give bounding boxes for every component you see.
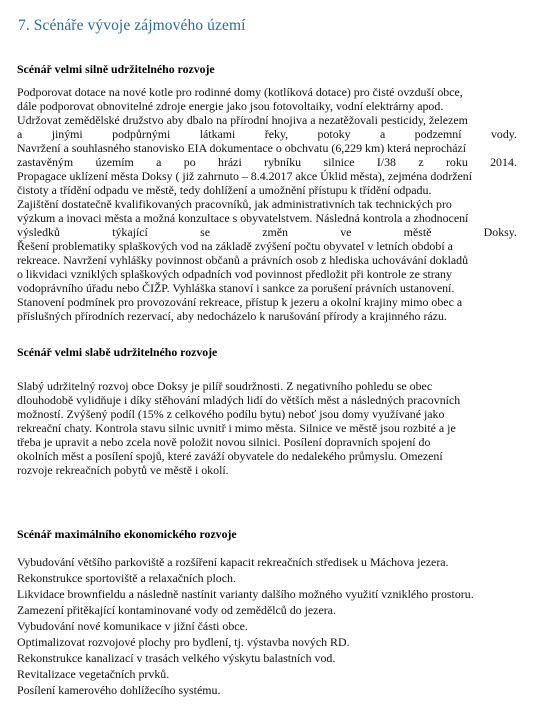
paragraph-line: Zajištění dostatečně kvalifikovaných pracovníků, jak administrativních tak technických pro (17, 197, 452, 211)
chapter-heading: 7. Scénáře vývoje zájmového území (18, 17, 246, 34)
paragraph-line-justified (17, 156, 517, 169)
list-line: Likvidace brownfieldu a následně nastínit varianty dalšího možného využití vzniklého prostoru. (17, 587, 474, 601)
word: řeky, (264, 127, 289, 141)
paragraph-line-justified (17, 128, 517, 141)
paragraph-line: okolních měst a posílení spojů, které zaváží obyvatele do nedalekého průmyslu. Omezení (17, 449, 443, 463)
list-line: Rekonstrukce sportoviště a relaxačních ploch. (17, 571, 236, 585)
paragraph-line-justified (17, 226, 517, 239)
paragraph-line: rekreace. Navržení vyhlášky povinnost občanů a právních osob z hlediska uchovávání dokladů (17, 253, 469, 267)
word: ve (340, 225, 352, 239)
list-line: Vybudování nové komunikace v jižní části obce. (17, 619, 248, 633)
word: a (17, 127, 23, 141)
section-title-strong: Scénář velmi silně udržitelného rozvoje (17, 62, 215, 76)
paragraph-line: Udržovat zemědělské družstvo aby dbalo na přírodní hnojiva a nezatěžovali pesticidy, železem (17, 113, 468, 127)
paragraph-line: Slabý udržitelný rozvoj obce Doksy je pilíř soudržnosti. Z negativního pohledu se obec (17, 379, 433, 393)
paragraph-line: rekreační chaty. Kontrola stavu silnic uvnitř i mimo města. Silnice ve městě jsou rozbité a je (17, 421, 456, 435)
word: zastavěným (17, 155, 74, 169)
paragraph-line: čistoty a třídění odpadu ve městě, tedy dohlížení a umožnění přístupu k třídění odpadu. (17, 183, 432, 197)
word: silnice (323, 155, 355, 169)
paragraph-line: Řešení problematiky splaškových vod na základě zvýšení počtu obyvatel v letních období a (17, 239, 453, 253)
paragraph-line: příslušných přírodních rezervací, aby nedocházelo k narušování přírody a krajinného rázu. (17, 309, 447, 323)
word: a (156, 155, 162, 169)
paragraph-line: dlouhodobě vylidňuje i díky stěhování mladých lidí do větších měst a následných pracovních (17, 393, 461, 407)
list-line: Rekonstrukce kanalizací v trasách velkého výskytu balastních vod. (17, 651, 336, 665)
paragraph-line: výzkum a inovaci města a možná konzultace s obyvatelstvem. Následná kontrola a zhodnocení (17, 211, 469, 225)
paragraph-line: o likvidaci vzniklých splaškových odpadních vod povinnost předložit při kontrole ze strany (17, 267, 452, 281)
word: změn (262, 225, 288, 239)
paragraph-line: vodoprávního úřadu nebo ČIŽP. Vyhláška stanoví i sankce za porušení právních ustanovení. (17, 281, 455, 295)
word: vody. (490, 127, 517, 141)
word: městě (403, 225, 432, 239)
paragraph-line: Stanovení podmínek pro provozování rekreace, přístup k jezeru a okolní krajiny mimo obec a (17, 295, 463, 309)
list-line: Revitalizace vegetačních prvků. (17, 667, 170, 681)
word: se (200, 225, 210, 239)
word: látkami (199, 127, 236, 141)
word: 2014. (490, 155, 517, 169)
word: podzemní (414, 127, 462, 141)
paragraph-line: Propagace uklízení města Doksy ( již zahrnuto – 8.4.2017 akce Úklid města), zejména dodržení (17, 169, 472, 183)
list-line: Posílení kamerového dohlížecího systému. (17, 683, 221, 697)
word: hrázi (218, 155, 242, 169)
paragraph-line: rozvoje rekreačních pobytů ve městě i okolí. (17, 463, 229, 477)
word: územím (95, 155, 134, 169)
word: a (379, 127, 386, 141)
list-line: Optimalizovat rozvojové plochy pro bydlení, tj. výstavba nových RD. (17, 635, 350, 649)
paragraph-line: dále podporovat obnovitelné zdroje energie jako jsou fotovoltaiky, vodní elektrárny apod. (17, 99, 444, 113)
list-line: Zamezení přitěkající kontaminované vody od zemědělců do jezera. (17, 603, 336, 617)
paragraph-line: Navržení a souhlasného stanovisko EIA dokumentace o obchvatu (6,229 km) která neprochází (17, 141, 467, 155)
word: jinými (51, 127, 83, 141)
word: z (418, 155, 424, 169)
word: podpůrnými (112, 127, 171, 141)
word: potoky (317, 127, 351, 141)
word: výsledků (17, 225, 60, 239)
section-title-weak: Scénář velmi slabě udržitelného rozvoje (17, 345, 218, 359)
word: Doksy. (483, 225, 517, 239)
paragraph-line: možností. Zvýšený podíl (15% z celkového podílu bytu) neboť jsou domy využívané jako (17, 407, 445, 421)
word: týkající (112, 225, 148, 239)
paragraph-line: Podporovat dotace na nové kotle pro rodinné domy (kotlíková dotace) pro čisté ovzduší obce, (17, 85, 463, 99)
word: roku (445, 155, 468, 169)
section-title-economic: Scénář maximálního ekonomického rozvoje (17, 527, 237, 541)
word: I/38 (376, 155, 396, 169)
word: rybníku (264, 155, 302, 169)
list-line: Vybudování většího parkoviště a rozšíření kapacit rekreačních středisek u Máchova jezera. (17, 555, 449, 569)
word: po (183, 155, 196, 169)
paragraph-line: třeba je upravit a nebo zcela nově položit novou silnici. Posílení dopravních spojení do (17, 435, 431, 449)
